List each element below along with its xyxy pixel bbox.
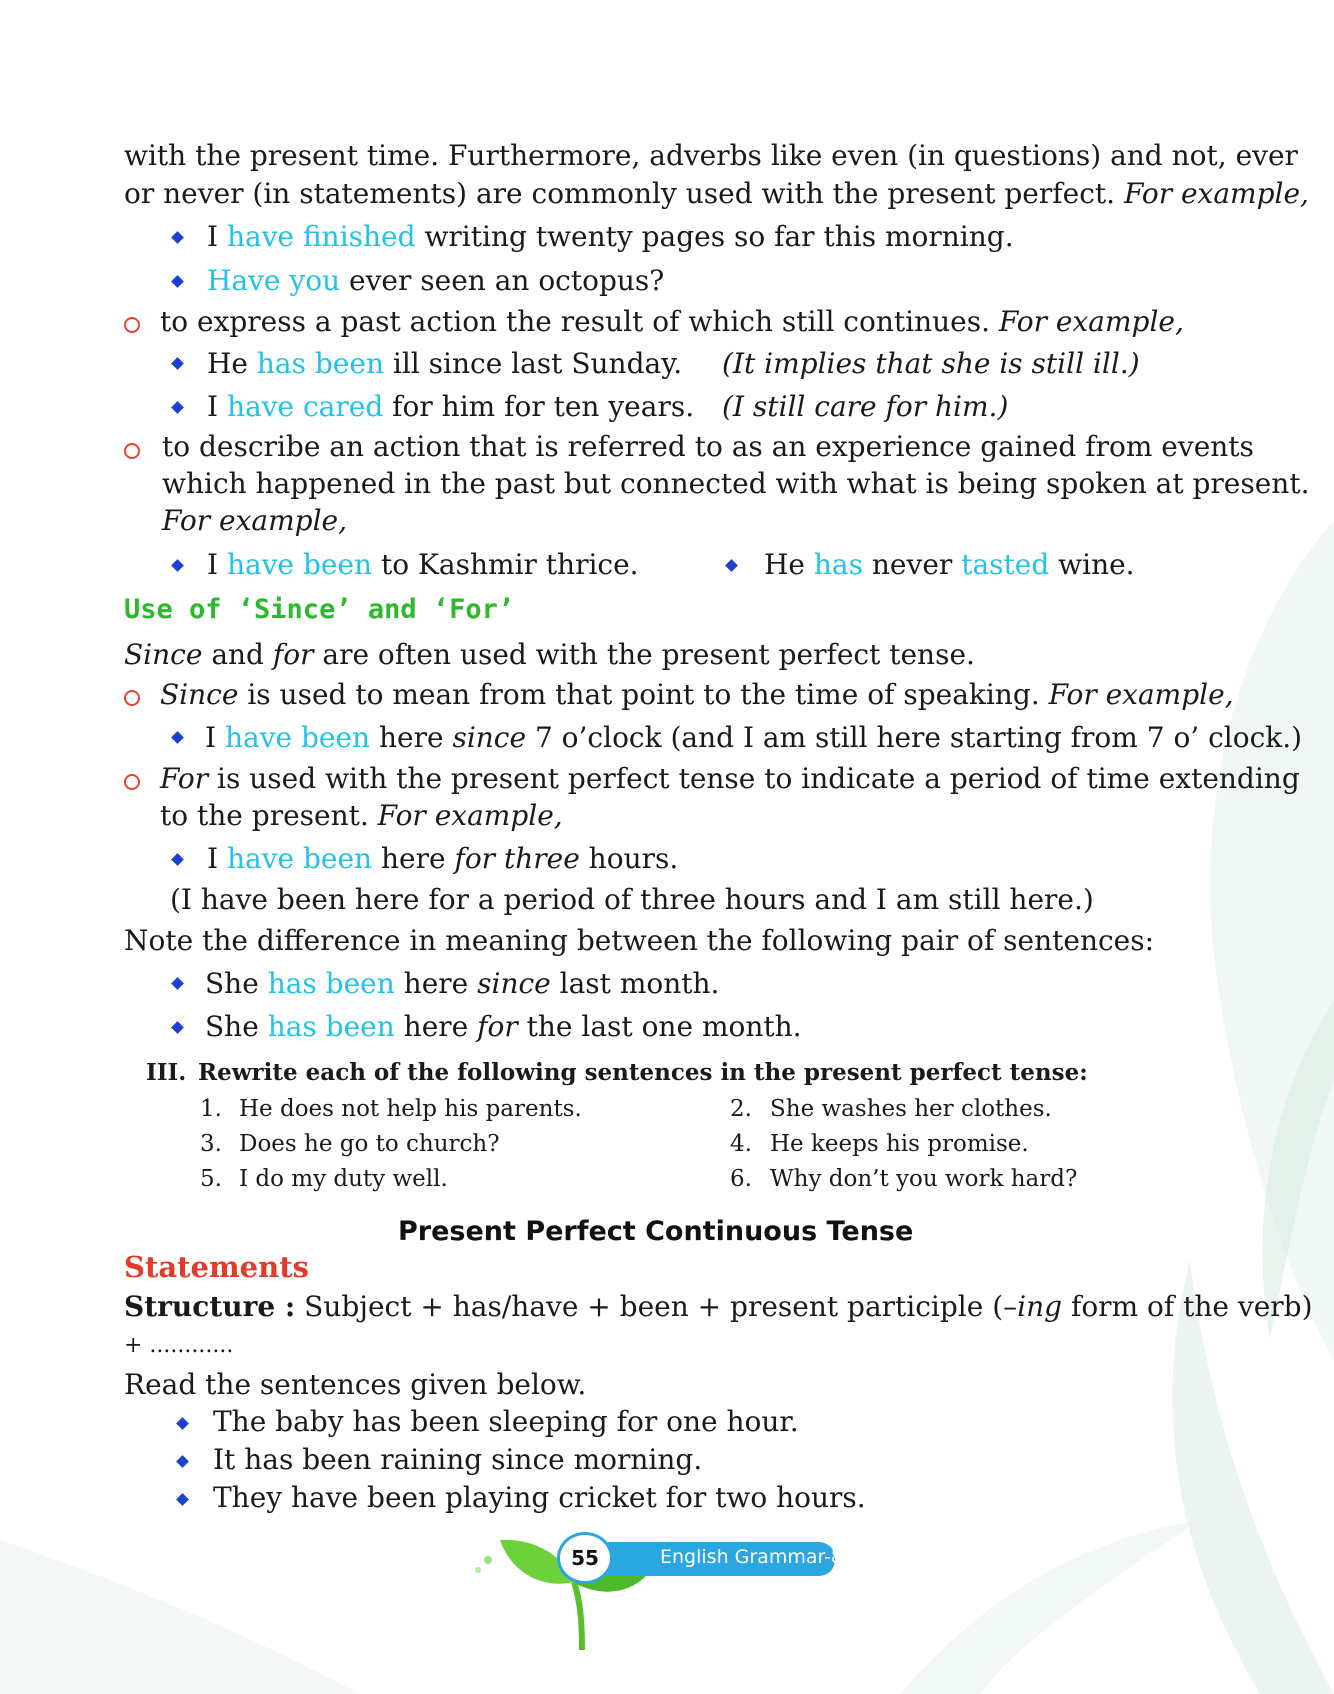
since-for-intro: Since and for are often used with the present perfect tense. — [124, 638, 975, 671]
exercise-item: 3. — [200, 1131, 222, 1157]
exercise-item-text: She washes her clothes. — [770, 1096, 1052, 1122]
circle-bullet-icon — [124, 317, 140, 333]
pair-for: She has been here for the last one month. — [205, 1010, 802, 1043]
exercise-item-text: Why don’t you work hard? — [770, 1166, 1078, 1192]
intro-line-2: or never (in statements) are commonly used with the present perfect. For example, — [124, 177, 1309, 210]
ppc-example: They have been playing cricket for two hours. — [213, 1481, 866, 1514]
exercise-item-text: He keeps his promise. — [770, 1131, 1029, 1157]
circle-bullet-icon — [124, 774, 140, 790]
usage-experience-line-2: which happened in the past but connected with what is being spoken at present. — [162, 467, 1310, 500]
ppc-example: It has been raining since morning. — [213, 1443, 703, 1476]
example-have-finished: I have finished writing twenty pages so far this morning. — [207, 220, 1014, 253]
diamond-bullet-icon — [171, 275, 184, 288]
example-kashmir: I have been to Kashmir thrice. — [207, 548, 639, 581]
structure-line-1: Structure : Subject + has/have + been + present participle (–ing form of the verb) — [124, 1290, 1313, 1323]
diamond-bullet-icon — [171, 731, 184, 744]
for-usage-line-2: to the present. For example, — [160, 799, 563, 832]
footer-book-title: English Grammar-8 — [660, 1546, 844, 1568]
pair-since: She has been here since last month. — [205, 967, 720, 1000]
diamond-bullet-icon — [171, 1021, 184, 1034]
since-usage: Since is used to mean from that point to the time of speaking. For example, — [160, 678, 1234, 711]
exercise-item: 2. — [730, 1096, 752, 1122]
circle-bullet-icon — [124, 443, 140, 459]
diamond-bullet-icon — [176, 1417, 189, 1430]
exercise-item: 6. — [730, 1166, 752, 1192]
structure-line-2: + ............ — [124, 1333, 234, 1358]
exercise-item-text: He does not help his parents. — [239, 1096, 582, 1122]
diamond-bullet-icon — [176, 1493, 189, 1506]
diamond-bullet-icon — [725, 559, 738, 572]
usage-experience-line-1: to describe an action that is referred to as an experience gained from events — [162, 430, 1254, 463]
intro-line-1: with the present time. Furthermore, adverbs like even (in questions) and not, ever — [124, 139, 1298, 172]
diamond-bullet-icon — [171, 231, 184, 244]
example-has-been-ill: He has been ill since last Sunday. — [207, 347, 683, 380]
diamond-bullet-icon — [171, 559, 184, 572]
statements-heading: Statements — [124, 1250, 309, 1284]
diamond-bullet-icon — [171, 853, 184, 866]
example-have-cared-note: (I still care for him.) — [722, 390, 1009, 423]
page-number: 55 — [557, 1532, 613, 1584]
exercise-item: 4. — [730, 1131, 752, 1157]
usage-past-result: to express a past action the result of which still continues. For example, — [160, 305, 1184, 338]
example-since-7: I have been here since 7 o’clock (and I am still here starting from 7 o’ clock.) — [205, 721, 1303, 754]
read-sentences: Read the sentences given below. — [124, 1368, 587, 1401]
note-difference: Note the difference in meaning between the following pair of sentences: — [124, 924, 1155, 957]
for-usage-line-1: For is used with the present perfect tense to indicate a period of time extending — [160, 762, 1300, 795]
exercise-item: 5. — [200, 1166, 222, 1192]
diamond-bullet-icon — [171, 977, 184, 990]
exercise-number: III. — [146, 1059, 187, 1086]
diamond-bullet-icon — [171, 401, 184, 414]
diamond-bullet-icon — [176, 1455, 189, 1468]
example-wine: He has never tasted wine. — [764, 548, 1135, 581]
usage-experience-line-3: For example, — [162, 504, 347, 537]
exercise-item-text: Does he go to church? — [239, 1131, 500, 1157]
circle-bullet-icon — [124, 690, 140, 706]
example-has-been-ill-note: (It implies that she is still ill.) — [722, 347, 1140, 380]
diamond-bullet-icon — [171, 357, 184, 370]
exercise-instruction: Rewrite each of the following sentences in the present perfect tense: — [198, 1059, 1088, 1086]
ppc-section-title: Present Perfect Continuous Tense — [398, 1216, 914, 1247]
example-for-three-note: (I have been here for a period of three hours and I am still here.) — [170, 883, 1094, 916]
example-have-you: Have you ever seen an octopus? — [207, 264, 665, 297]
example-for-three: I have been here for three hours. — [207, 842, 679, 875]
exercise-item-text: I do my duty well. — [239, 1166, 448, 1192]
since-for-heading: Use of ‘Since’ and ‘For’ — [124, 594, 515, 625]
example-have-cared: I have cared for him for ten years. — [207, 390, 695, 423]
exercise-item: 1. — [200, 1096, 222, 1122]
ppc-example: The baby has been sleeping for one hour. — [213, 1405, 799, 1438]
